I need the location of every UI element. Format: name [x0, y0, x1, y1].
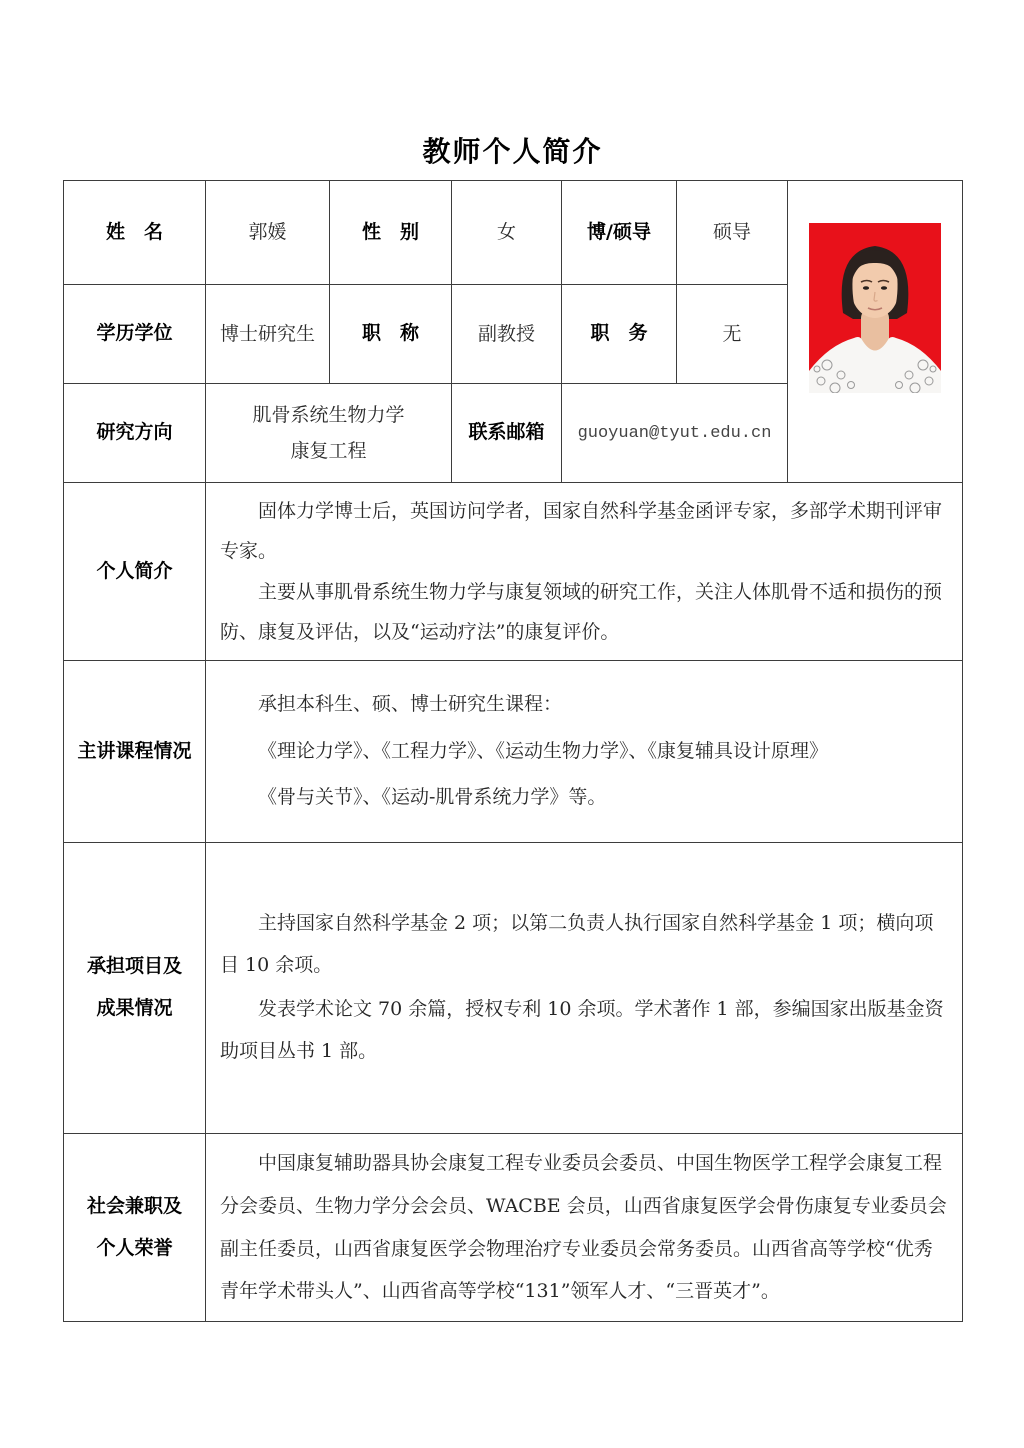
photo-cell	[788, 181, 963, 483]
projects-paragraph: 发表学术论文 70 余篇，授权专利 10 余项。学术著作 1 部，参编国家出版基金资助项目丛书 1 部。	[220, 998, 944, 1062]
courses-paragraph: 《理论力学》、《工程力学》、《运动生物力学》、《康复辅具设计原理》	[258, 739, 829, 762]
eye-left	[863, 286, 869, 290]
name-label: 姓 名	[64, 181, 206, 285]
research-line1: 肌骨系统生物力学	[252, 403, 405, 426]
courses-paragraph: 《骨与关节》、《运动-肌骨系统力学》等。	[258, 786, 607, 809]
table-row	[64, 661, 963, 843]
table-row	[64, 181, 963, 285]
profile-label: 个人简介	[64, 483, 206, 661]
projects-label-line2: 成果情况	[96, 997, 173, 1020]
prof-title-value: 副教授	[452, 285, 562, 384]
courses-content	[206, 661, 963, 843]
gender-label: 性 别	[330, 181, 452, 285]
courses-label: 主讲课程情况	[64, 661, 206, 843]
teacher-profile-table	[63, 180, 963, 1322]
social-paragraph: 中国康复辅助器具协会康复工程专业委员会委员、中国生物医学工程学会康复工程分会委员、生物力学分会会员、WACBE 会员，山西省康复医学会骨伤康复专业委员会副主任委员，山西省康复医学会物理治疗专业委员会常务委员。山西省高等学校“优秀青年学术带头人”、山西省高等学校“131”领军人才、“三晋英才”。	[220, 1152, 947, 1303]
research-value	[206, 384, 452, 483]
courses-paragraph: 承担本科生、硕、博士研究生课程：	[258, 693, 563, 716]
research-line2: 康复工程	[290, 440, 367, 462]
table-row	[64, 1134, 963, 1322]
projects-label	[64, 843, 206, 1134]
prof-title-label: 职 称	[330, 285, 452, 384]
projects-content	[206, 843, 963, 1134]
education-label: 学历学位	[64, 285, 206, 384]
email-value: guoyuan@tyut.edu.cn	[562, 384, 788, 483]
email-label: 联系邮箱	[452, 384, 562, 483]
table-row	[64, 483, 963, 661]
gender-value: 女	[452, 181, 562, 285]
profile-content	[206, 483, 963, 661]
id-photo	[809, 223, 941, 393]
profile-paragraph: 固体力学博士后，英国访问学者，国家自然科学基金函评专家，多部学术期刊评审专家。	[220, 500, 943, 563]
social-label	[64, 1134, 206, 1322]
research-label: 研究方向	[64, 384, 206, 483]
page-title: 教师个人简介	[422, 135, 603, 168]
eye-right	[881, 286, 887, 290]
name-value: 郭媛	[206, 181, 330, 285]
supervisor-value: 硕导	[677, 181, 788, 285]
duty-value: 无	[677, 285, 788, 384]
table-row	[64, 843, 963, 1134]
projects-label-line1: 承担项目及	[86, 955, 182, 978]
education-value: 博士研究生	[206, 285, 330, 384]
social-label-line2: 个人荣誉	[96, 1236, 173, 1259]
social-label-line1: 社会兼职及	[86, 1194, 182, 1217]
supervisor-label: 博/硕导	[562, 181, 677, 285]
projects-paragraph: 主持国家自然科学基金 2 项；以第二负责人执行国家自然科学基金 1 项；横向项目 10 余项。	[220, 912, 934, 977]
duty-label: 职 务	[562, 285, 677, 384]
profile-paragraph: 主要从事肌骨系统生物力学与康复领域的研究工作，关注人体肌骨不适和损伤的预防、康复及评估，以及“运动疗法”的康复评价。	[220, 580, 943, 643]
social-content	[206, 1134, 963, 1322]
